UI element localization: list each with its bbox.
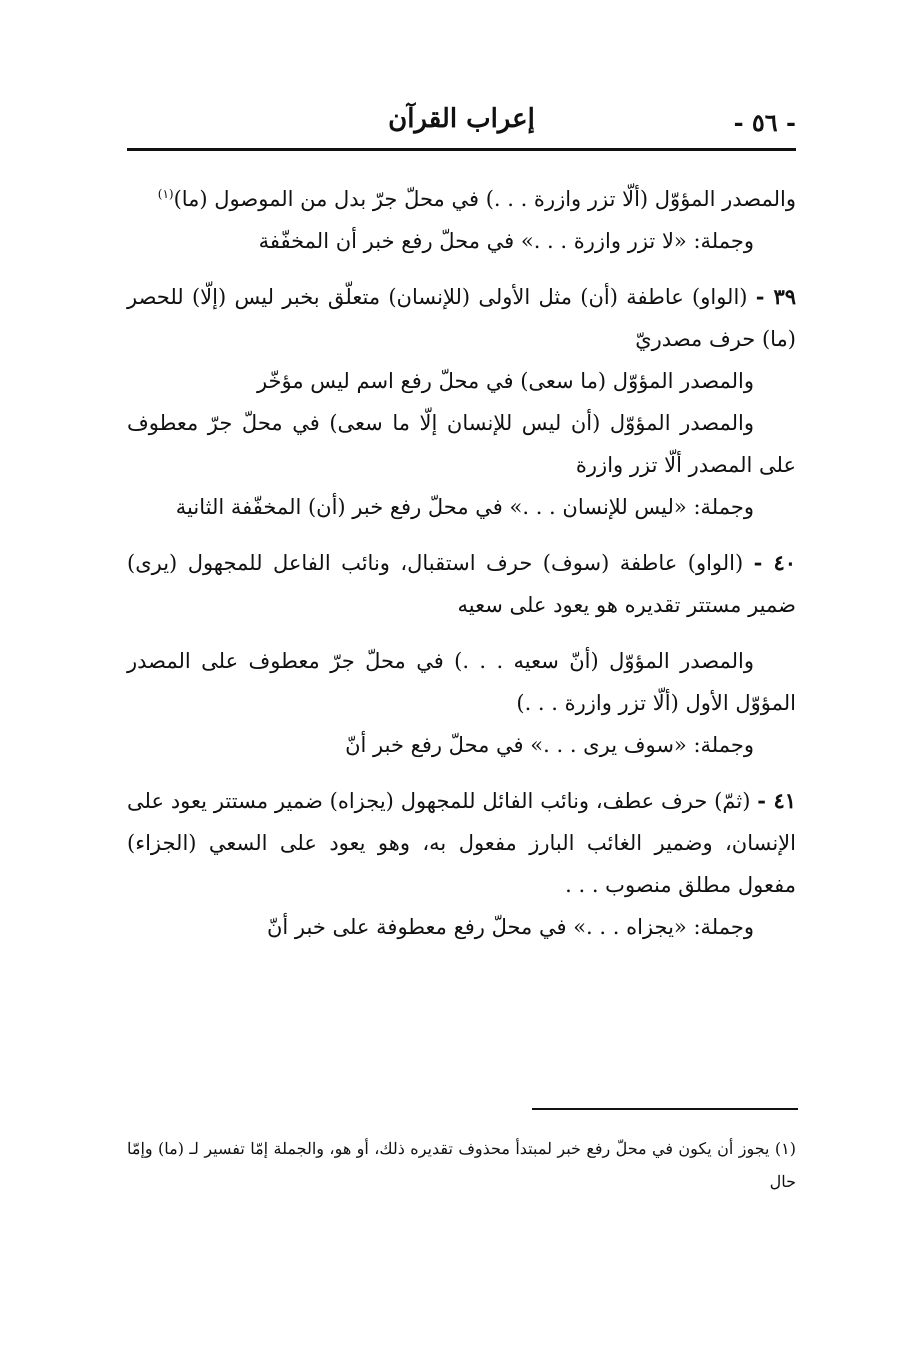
paragraph-2	[127, 220, 796, 262]
paragraph-text: وجملة: «ليس للإنسان . . .» في محلّ رفع خبر (أن) المخفّفة الثانية	[175, 495, 754, 519]
page-number: - ٥٦ -	[733, 108, 796, 137]
verse-40-entry	[127, 542, 796, 626]
paragraph-1	[127, 178, 796, 220]
footnote-ref: (١)	[157, 187, 174, 201]
paragraph-8	[127, 640, 796, 724]
paragraph-text: والمصدر المؤوّل (ألّا تزر وازرة . . .) في محلّ جرّ بدل من الموصول (ما)	[173, 187, 796, 211]
verse-number: ٤١ -	[757, 788, 796, 813]
paragraph-9	[127, 724, 796, 766]
running-title: إعراب القرآن	[388, 104, 535, 134]
paragraph-11	[127, 906, 796, 948]
paragraph-text: وجملة: «سوف يرى . . .» في محلّ رفع خبر أنّ	[345, 733, 754, 757]
paragraph-text: والمصدر المؤوّل (أن ليس للإنسان إلّا ما سعى) في محلّ جرّ معطوف على المصدر ألّا تزر وازرة	[127, 411, 796, 477]
verse-number: ٣٩ -	[755, 284, 796, 309]
paragraph-text: والمصدر المؤوّل (أنّ سعيه . . .) في محلّ جرّ معطوف على المصدر المؤوّل الأول (ألّا تزر وازرة . . .)	[127, 649, 796, 715]
page-header	[127, 100, 796, 140]
paragraph-text: (الواو) عاطفة (أن) مثل الأولى (للإنسان) متعلّق بخبر ليس (إلّا) للحصر (ما) حرف مصدريّ	[127, 285, 796, 351]
footnote-rule	[532, 1108, 798, 1110]
verse-39-entry	[127, 276, 796, 360]
verse-41-entry	[127, 780, 796, 906]
paragraph-text: وجملة: «يجزاه . . .» في محلّ رفع معطوفة على خبر أنّ	[266, 915, 754, 939]
verse-number: ٤٠ -	[753, 550, 797, 575]
paragraph-6	[127, 486, 796, 528]
paragraph-4	[127, 360, 796, 402]
main-text	[127, 178, 796, 962]
paragraph-text: (ثمّ) حرف عطف، ونائب الفائل للمجهول (يجزاه) ضمير مستتر يعود على الإنسان، وضمير الغائب البارز مفعول به، وهو يعود على السعي (الجزاء) مفعول مطلق منصوب . . .	[127, 789, 796, 897]
paragraph-text: وجملة: «لا تزر وازرة . . .» في محلّ رفع خبر أن المخفّفة	[258, 229, 754, 253]
paragraph-text: والمصدر المؤوّل (ما سعى) في محلّ رفع اسم ليس مؤخّر	[256, 369, 754, 393]
footnote: (١) يجوز أن يكون في محلّ رفع خبر لمبتدأ محذوف تقديره ذلك، أو هو، والجملة إمّا تفسير لـ (ما) وإمّا حال	[127, 1139, 797, 1191]
paragraph-5	[127, 402, 796, 486]
header-rule	[127, 148, 796, 151]
paragraph-text: (الواو) عاطفة (سوف) حرف استقبال، ونائب الفاعل للمجهول (يرى) ضمير مستتر تقديره هو يعود على سعيه	[127, 551, 796, 617]
